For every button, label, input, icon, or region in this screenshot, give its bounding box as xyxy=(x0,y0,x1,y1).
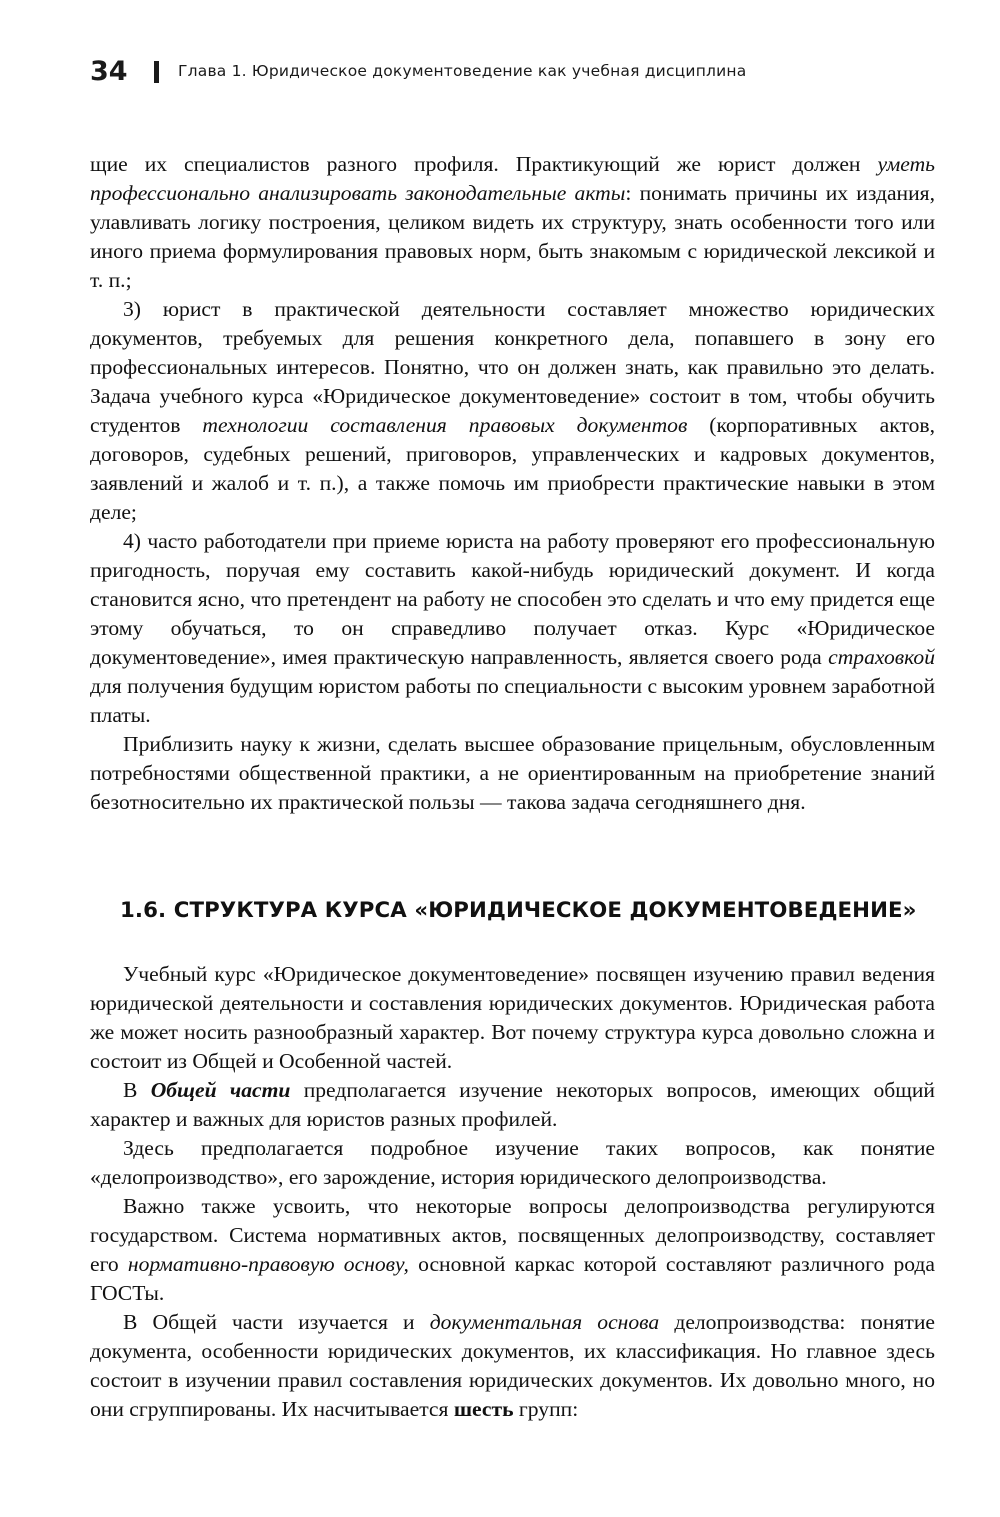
emphasis-text: технологии составления правовых документов xyxy=(202,413,688,437)
text-run: В Общей части изучается и xyxy=(123,1310,430,1334)
page-number: 34 xyxy=(90,56,128,87)
header-divider xyxy=(154,61,159,83)
paragraph-item-3 xyxy=(90,295,935,527)
section-heading: 1.6. СТРУКТУРА КУРСА «ЮРИДИЧЕСКОЕ ДОКУМЕНТОВЕДЕНИЕ» xyxy=(120,898,917,923)
paragraph-general-part xyxy=(90,1076,935,1134)
paragraph-document-basis xyxy=(90,1308,935,1424)
text-run: : понимать причины их издания, улавливать логику построения, целиком видеть их структуру, знать особенности того или иного приема формулирования правовых норм, быть знакомым с юридической лексикой и т. п.; xyxy=(90,181,935,292)
paragraph-conclusion: Приблизить науку к жизни, сделать высшее образование прицельным, обусловленным потребностями общественной практики, а не ориентированным на приобретение знаний безотносительно их практической пользы — такова задача сегодняшнего дня. xyxy=(90,732,935,814)
running-head xyxy=(90,56,950,92)
paragraph-item-4 xyxy=(90,527,935,730)
text-run: основной каркас которой составляют различного рода ГОСТы. xyxy=(90,1252,935,1305)
body-text-section xyxy=(90,960,935,1424)
emphasis-text: документальная основа xyxy=(429,1310,660,1334)
text-run: 4) часто работодатели при приеме юриста на работу проверяют его профессиональную пригодность, поручая ему составить какой-нибудь юридический документ. И когда становится ясно, что претендент на работу не способен это сделать и что ему придется еще этому обучаться, то он справедливо получает отказ. Курс «Юридическое документоведение», имея практическую направленность, является своего рода xyxy=(90,529,935,669)
text-run: делопроизводства: понятие документа, особенности юридических документов, их классификация. Но главное здесь состоит в изучении правил составления юридических документов. Их довольно много, но они сгруппированы. Их насчитывается xyxy=(90,1310,935,1421)
emphasis-text: уметь профессионально анализировать законодательные акты xyxy=(90,152,935,205)
paragraph-topics: Здесь предполагается подробное изучение таких вопросов, как понятие «делопроизводство», его зарождение, история юридического делопроизводства. xyxy=(90,1136,935,1189)
text-run: предполагается изучение некоторых вопросов, имеющих общий характер и важных для юристов разных профилей. xyxy=(90,1078,935,1131)
emphasis-text: нормативно-правовую основу, xyxy=(127,1252,409,1276)
emphasis-text: страховкой xyxy=(828,645,935,669)
text-run: групп: xyxy=(513,1397,579,1421)
body-text-top xyxy=(90,150,935,817)
text-run: щие их специалистов разного профиля. Практикующий же юрист должен xyxy=(90,152,878,176)
text-run: 3) юрист в практической деятельности составляет множество юридических документов, требуемых для решения конкретного дела, попавшего в зону его профессиональных интересов. Понятно, что он должен знать, как правильно это делать. Задача учебного курса «Юридическое документоведение» состоит в том, чтобы обучить студентов xyxy=(90,297,935,437)
paragraph-continuation xyxy=(90,150,935,295)
bold-emphasis-text: Общей части xyxy=(150,1078,291,1102)
paragraph-regulation xyxy=(90,1192,935,1308)
bold-text: шесть xyxy=(453,1397,514,1421)
text-run: для получения будущим юристом работы по специальности с высоким уровнем заработной платы. xyxy=(90,674,935,727)
text-run: В xyxy=(123,1078,151,1102)
text-run: (корпоративных актов, договоров, судебных решений, приговоров, управленческих и кадровых документов, заявлений и жалоб и т. п.), а также помочь им приобрести практические навыки в этом деле; xyxy=(90,413,935,524)
text-run: Важно также усвоить, что некоторые вопросы делопроизводства регулируются государством. Система нормативных актов, посвященных делопроизводству, составляет его xyxy=(90,1194,935,1276)
chapter-title: Глава 1. Юридическое документоведение как учебная дисциплина xyxy=(178,62,747,80)
paragraph-intro: Учебный курс «Юридическое документоведение» посвящен изучению правил ведения юридической деятельности и составления юридических документов. Юридическая работа же может носить разнообразный характер. Вот почему структура курса довольно сложна и состоит из Общей и Особенной частей. xyxy=(90,962,935,1073)
